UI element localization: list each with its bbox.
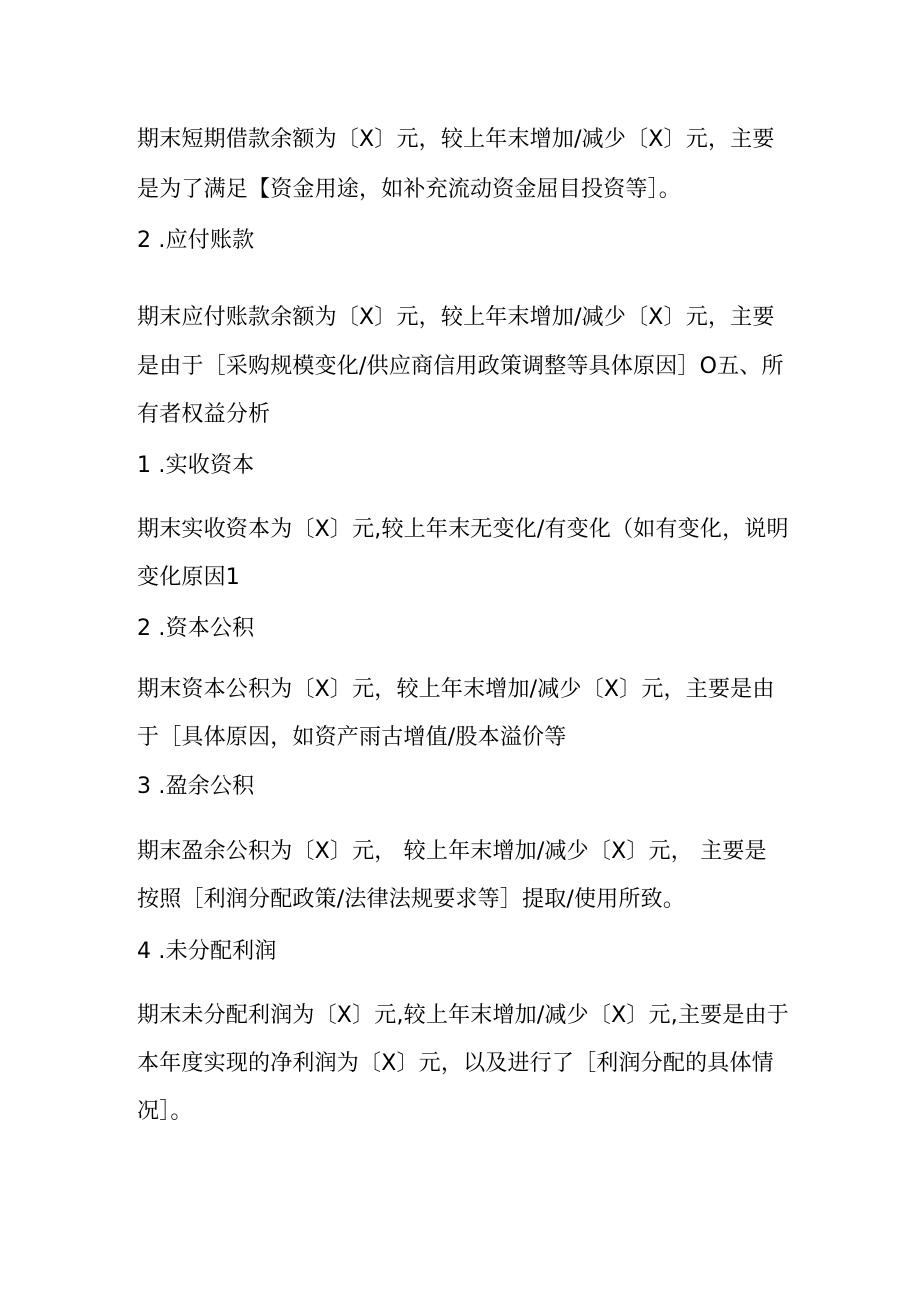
- section-heading: 3 .盈余公积: [137, 774, 255, 799]
- section-heading: 2 .应付账款: [137, 228, 255, 253]
- paragraph-line: 于［具体原因，如资产雨古增值/股本溢价等: [137, 725, 567, 750]
- paragraph-line: 是由于［采购规模变化/供应商信用政策调整等具体原因］O五、所: [137, 354, 784, 379]
- paragraph-line: 变化原因1: [137, 565, 240, 590]
- paragraph-line: 是为了满足【资金用途，如补充流动资金屈目投资等］。: [137, 177, 682, 202]
- section-heading: 1 .实收资本: [137, 453, 255, 478]
- paragraph-line: 期末应付账款余额为〔X〕元，较上年末增加/减少〔X〕元，主要: [137, 305, 775, 330]
- paragraph-line: 况］。: [137, 1099, 193, 1124]
- paragraph-line: 期末未分配利润为〔X〕元,较上年末增加/减少〔X〕元,主要是由于: [137, 1003, 789, 1028]
- paragraph-line: 期末实收资本为〔X〕元,较上年末无变化/有变化（如有变化，说明: [137, 517, 789, 542]
- paragraph-line: 本年度实现的净利润为〔X〕元，以及进行了［利润分配的具体情: [137, 1051, 774, 1076]
- paragraph-line: 有者权益分析: [137, 402, 271, 427]
- paragraph-line: 期末盈余公积为〔X〕元， 较上年末增加/减少〔X〕元， 主要是: [137, 839, 767, 864]
- paragraph-line: 按照［利润分配政策/法律法规要求等］提取/使用所致。: [137, 887, 686, 912]
- section-heading: 2 .资本公积: [137, 616, 255, 641]
- paragraph-line: 期末短期借款余额为〔X〕元，较上年末增加/减少〔X〕元，主要: [137, 127, 775, 152]
- paragraph-line: 期末资本公积为〔X〕元，较上年末增加/减少〔X〕元，主要是由: [137, 677, 775, 702]
- section-heading: 4 .未分配利润: [137, 939, 277, 964]
